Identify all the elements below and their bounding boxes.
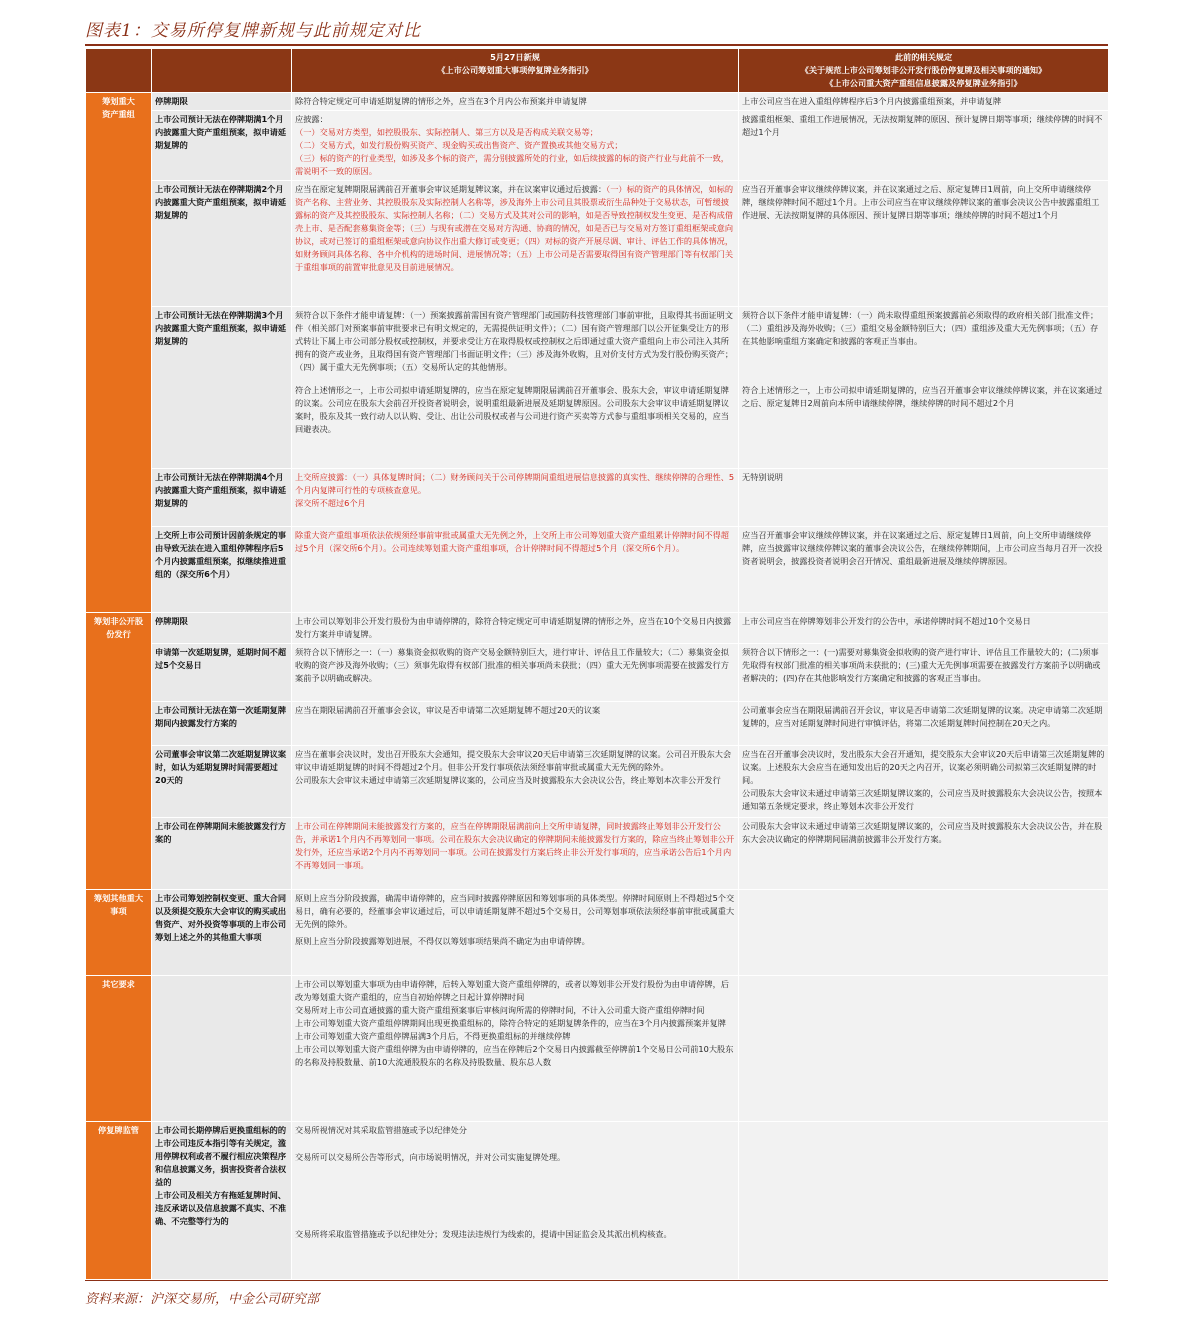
new-rule-cell (292, 746, 739, 818)
new-rule-para: 交易所将采取监管措施或予以纪律处分；发现违法违规行为线索的，提请中国证监会及其派出机构核查。 (295, 1229, 672, 1239)
table-row (86, 613, 1109, 644)
new-rule-line: （一）交易对方类型，如控股股东、实际控制人、第三方以及是否构成关联交易等； (295, 127, 598, 137)
old-rule-para: 须符合以下条件才能申请复牌：（一）尚未取得重组预案披露前必须取得的政府相关部门批准文件；（二）重组涉及海外收购；（三）重组交易金额特别巨大；（四）重组涉及重大无先例事项；（五）存在其他影响重组方案确定和披露的客观正当事由。 (742, 310, 1099, 346)
new-rule-cell (292, 469, 739, 527)
new-rule-line: （二）交易方式，如发行股份购买资产、现金购买或出售资产、资产置换或其他交易方式； (295, 140, 623, 150)
row-item-line: 上市公司长期停牌后更换重组标的的 (155, 1125, 287, 1135)
source-note: 资料来源：沪深交易所，中金公司研究部 (85, 1292, 320, 1307)
table-row (86, 890, 1109, 976)
row-item: 上市公司预计无法在停牌期满1个月内披露重大资产重组预案，拟申请延期复牌的 (152, 111, 292, 181)
row-item: 上市公司筹划控制权变更、重大合同以及须提交股东大会审议的购买或出售资产、对外投资等事项的上市公司筹划上述之外的其他重大事项 (152, 890, 292, 976)
new-rule-para: 符合上述情形之一，上市公司拟申请延期复牌的，应当在原定复牌期限届满前召开董事会、股东大会，审议申请延期复牌的议案。公司应在股东大会前召开投资者说明会，说明重组最新进展及延期复牌原因。公司股东大会审议申请延期复牌议案时，股东及其一致行动人以认购、受让、出让公司股权或者与公司进行资产买卖等方式参与重组事项相关交易的，应当回避表决。 (295, 385, 729, 434)
old-rule-cell: 上市公司应当在停牌筹划非公开发行的公告中，承诺停牌时间不超过10个交易日 (739, 613, 1109, 644)
new-rule-cell: 除重大资产重组事项依法依规须经事前审批或属重大无先例之外，上交所上市公司筹划重大资产重组累计停牌时间不得超过5个月（深交所6个月）。公司连续筹划重大资产重组事项，合计停牌时间不得超过5个月（深交所6个月）。 (292, 527, 739, 613)
row-item: 申请第一次延期复牌，延期时间不超过5个交易日 (152, 644, 292, 702)
new-rule-cell (292, 111, 739, 181)
old-rule-cell: 无特别说明 (739, 469, 1109, 527)
row-item-line: 上市公司违反本指引等有关规定，滥用停牌权利或者不履行相应决策程序和信息披露义务，损害投资者合法权益的 (155, 1138, 287, 1187)
new-rule-cell: 须符合以下情形之一：（一）募集资金拟收购的资产交易金额特别巨大，进行审计、评估且工作量较大；（二）募集资金拟收购的资产涉及海外收购；（三）须事先取得有权部门批准的相关事项尚未获批；（四）重大无先例事项需要在披露发行方案前予以明确或解决。 (292, 644, 739, 702)
new-rule-para: 原则上应当分阶段披露筹划进展，不得仅以筹划事项结果尚不确定为由申请停牌。 (295, 936, 590, 946)
row-item: 上市公司在停牌期间未能披露发行方案的 (152, 818, 292, 890)
table-row (86, 746, 1109, 818)
category-other-requirements: 其它要求 (86, 976, 152, 1122)
new-rule-para: 交易所视情况对其采取监管措施或予以纪律处分 (295, 1125, 467, 1135)
row-item (152, 1122, 292, 1280)
comparison-table (85, 48, 1109, 1280)
new-rule-text-red: （一）标的资产的具体情况，如标的资产名称、主营业务、其控股股东及实际控制人名称等，涉及海外上市公司且其股票或衍生品种处于交易状态，可暂缓披露标的资产及其控股股东、实际控制人名称；（二）交易方式及其对公司的影响，如是否导致控制权发生变更、是否构成借壳上市、是否配套募集资金等；（三）与现有或潜在交易对方沟通、协商的情况，如是否已与交易对方签订重组框架或意向协议，或对已签订的重组框架或意向协议作出重大修订或变更；（四）对标的资产开展尽调、审计、评估工作的具体情况，如财务顾问具体名称、各中介机构的进场时间、进展情况等；（五）上市公司是否需要取得国有资产管理部门等有权部门关于重组事项的前置审批意见及目前进展情况。 (295, 184, 734, 272)
new-rule-para: 交易所可以交易所公告等形式，向市场说明情况，并对公司实施复牌处理。 (295, 1152, 566, 1162)
new-rule-cell: 上市公司在停牌期间未能披露发行方案的，应当在停牌期限届满前向上交所申请复牌，同时披露终止筹划非公开发行公告，并承诺1个月内不再筹划同一事项。公司在股东大会决议确定的停牌期间未能披露发行方案的，除应当终止筹划非公开发行外，还应当承诺2个月内不再筹划同一事项。公司在披露发行方案后终止非公开发行事项的，应当承诺公告后1个月内不再筹划同一事项。 (292, 818, 739, 890)
new-rule-line: 上市公司以筹划重大资产重组停牌为由申请停牌的，应当在停牌后2个交易日内披露截至停牌前1个交易日公司前10大股东的名称及持股数量、前10大流通股股东的名称及持股数量、股东总人数 (295, 1044, 734, 1067)
table-row (86, 976, 1109, 1122)
row-item: 停牌期限 (152, 93, 292, 111)
table-row (86, 702, 1109, 746)
category-label: 筹划其他重大事项 (93, 893, 144, 916)
category-label: 筹划非公开股份发行 (93, 616, 144, 639)
new-rule-cell (292, 890, 739, 976)
new-rule-para: 深交所不超过6个月 (295, 498, 366, 508)
title-divider (85, 44, 1108, 46)
table-row (86, 181, 1109, 307)
old-rule-cell (739, 746, 1109, 818)
old-rule-cell: 应当召开董事会审议继续停牌议案，并在议案通过之后、原定复牌日1周前，向上交所申请继续停牌，应当披露审议继续停牌议案的董事会决议公告，在继续停牌期间，上市公司应当每月召开一次投资者说明会，披露投资者说明会召开情况、重组最新进展及继续停牌原因。 (739, 527, 1109, 613)
new-rule-para: 须符合以下条件才能申请复牌：（一）预案披露前需国有资产管理部门或国防科技管理部门事前审批，且取得其书面证明文件（相关部门对预案事前审批要求已有明文规定的，无需提供证明文件）；（二）国有资产管理部门以公开征集受让方的形式转让下属上市公司部分股权或控制权，并要求受让方在取得股权或控制权之后即通过重大资产重组向上市公司注入其所拥有的资产或业务，且取得国有资产管理部门书面证明文件；（三）涉及海外收购，且对价支付方式为发行股份购买资产；（四）属于重大无先例事项；（五）交易所认定的其他情形。 (295, 310, 734, 372)
header-new-rule-doc: 《上市公司筹划重大事项停复牌业务指引》 (437, 65, 593, 75)
old-rule-para: 公司股东大会审议未通过申请第三次延期复牌议案的，公司应当及时披露股东大会决议公告，按照本通知第五条规定要求，终止筹划本次非公开发行 (742, 788, 1103, 811)
new-rule-cell: 除符合特定规定可申请延期复牌的情形之外，应当在3个月内公布预案并申请复牌 (292, 93, 739, 111)
row-item: 停牌期限 (152, 613, 292, 644)
old-rule-cell (739, 976, 1109, 1122)
header-old-rule-title: 此前的相关规定 (894, 52, 953, 62)
category-private-placement (86, 613, 152, 890)
table-row (86, 527, 1109, 613)
new-rule-para: 原则上应当分阶段披露，确需申请停牌的，应当同时披露停牌原因和筹划事项的具体类型。停牌时间原则上不得超过5个交易日，确有必要的，经董事会审议通过后，可以申请延期复牌不超过5个交易日，公司筹划事项依法须经事前审批或属重大无先例的除外。 (295, 893, 735, 929)
bottom-divider (85, 1280, 1108, 1281)
old-rule-cell: 上市公司应当在进入重组停牌程序后3个月内披露重组预案，并申请复牌 (739, 93, 1109, 111)
category-supervision: 停复牌监管 (86, 1122, 152, 1280)
old-rule-cell: 披露重组框架、重组工作进展情况，无法按期复牌的原因、预计复牌日期等事项；继续停牌的时间不超过1个月 (739, 111, 1109, 181)
new-rule-line: 上市公司筹划重大资产重组停牌届满3个月后，不得更换重组标的并继续停牌 (295, 1031, 571, 1041)
old-rule-cell: 公司股东大会审议未通过申请第三次延期复牌议案的，公司应当及时披露股东大会决议公告，并在股东大会决议确定的停牌期间届满前披露非公开发行方案。 (739, 818, 1109, 890)
row-item: 上市公司预计无法在停牌期满4个月内披露重大资产重组预案，拟申请延期复牌的 (152, 469, 292, 527)
new-rule-line: 上市公司以筹划重大事项为由申请停牌，后转入筹划重大资产重组停牌的，或者以筹划非公开发行股份为由申请停牌，后改为筹划重大资产重组的，应当自初始停牌之日起计算停牌时间 (295, 979, 729, 1002)
row-item-line: 上市公司及相关方有拖延复牌时间、违反承诺以及信息披露不真实、不准确、不完整等行为的 (155, 1190, 287, 1226)
row-item: 上市公司预计无法在第一次延期复牌期间内披露发行方案的 (152, 702, 292, 746)
header-row (86, 49, 1109, 93)
new-rule-line: 上市公司筹划重大资产重组停牌期间出现更换重组标的，除符合特定的延期复牌条件的，应当在3个月内披露预案并复牌 (295, 1018, 726, 1028)
new-rule-para: 应当在董事会决议时，发出召开股东大会通知，提交股东大会审议20天后申请第三次延期复牌的议案。公司召开股东大会审议申请延期复牌的时间不得超过2个月。但非公开发行事项依法须经事前审批或属重大无先例的除外。 (295, 749, 732, 772)
new-rule-para: 公司股东大会审议未通过申请第三次延期复牌议案的，公司应当及时披露股东大会决议公告，终止筹划本次非公开发行 (295, 775, 721, 785)
row-item (152, 976, 292, 1122)
new-rule-cell (292, 1122, 739, 1280)
new-rule-cell (292, 181, 739, 307)
row-item: 上市公司预计无法在停牌期满2个月内披露重大资产重组预案，拟申请延期复牌的 (152, 181, 292, 307)
header-old-rule (739, 49, 1109, 93)
old-rule-para: 应当在召开董事会决议时，发出股东大会召开通知，提交股东大会审议20天后申请第三次延期复牌的议案。上述股东大会应当在通知发出后的20天之内召开，议案必须明确公司拟第三次延期复牌的时间。 (742, 749, 1105, 785)
new-rule-line: 应披露： (295, 114, 328, 124)
table-row (86, 1122, 1109, 1280)
row-item: 上市公司预计无法在停牌期满3个月内披露重大资产重组预案，拟申请延期复牌的 (152, 307, 292, 469)
new-rule-cell: 上市公司以筹划非公开发行股份为由申请停牌的，除符合特定规定可申请延期复牌的情形之外，应当在10个交易日内披露发行方案并申请复牌。 (292, 613, 739, 644)
new-rule-cell (292, 976, 739, 1122)
old-rule-cell (739, 307, 1109, 469)
old-rule-cell: 公司董事会应当在期限届满前召开会议，审议是否申请第二次延期复牌的议案。决定申请第二次延期复牌的，应当对延期复牌时间进行审慎评估，将第二次延期复牌时间控制在20天之内。 (739, 702, 1109, 746)
header-new-rule (292, 49, 739, 93)
new-rule-para-red: 上交所应披露：（一）具体复牌时间；（二）财务顾问关于公司停牌期间重组进展信息披露的真实性、继续停牌的合理性、5个月内复牌可行性的专项核查意见。 (295, 472, 735, 495)
new-rule-cell: 应当在期限届满前召开董事会会议，审议是否申请第二次延期复牌不超过20天的议案 (292, 702, 739, 746)
old-rule-cell (739, 890, 1109, 976)
table-row (86, 307, 1109, 469)
header-blank-category (86, 49, 152, 93)
row-item: 公司董事会审议第二次延期复牌议案时，如认为延期复牌时间需要超过20天的 (152, 746, 292, 818)
category-other-major (86, 890, 152, 976)
old-rule-para: 符合上述情形之一，上市公司拟申请延期复牌的，应当召开董事会审议继续停牌议案，并在议案通过之后、原定复牌日2周前向本所申请继续停牌，继续停牌的时间不超过2个月 (742, 385, 1103, 408)
header-new-rule-date: 5月27日新规 (490, 52, 540, 62)
row-item: 上交所上市公司预计因前条规定的事由导致无法在进入重组停牌程序后5个月内披露重组预案，拟继续推进重组的（深交所6个月） (152, 527, 292, 613)
category-label: 筹划重大资产重组 (102, 96, 135, 119)
old-rule-cell: 应当召开董事会审议继续停牌议案，并在议案通过之后、原定复牌日1周前，向上交所申请继续停牌，继续停牌时间不超过1个月。上市公司应当在审议继续停牌议案的董事会决议公告中披露重组工作进展、无法按期复牌的具体原因、预计复牌日期等事项；继续停牌的时间不超过1个月 (739, 181, 1109, 307)
chart-title: 图表1：交易所停复牌新规与此前规定对比 (85, 21, 421, 41)
category-major-restructuring (86, 93, 152, 613)
header-old-rule-doc2: 《上市公司重大资产重组信息披露及停复牌业务指引》 (825, 78, 1022, 88)
table-row (86, 93, 1109, 111)
table-row (86, 469, 1109, 527)
new-rule-line: （三）标的资产的行业类型，如涉及多个标的资产，需分别披露所处的行业，如后续披露的标的资产行业与此前不一致，需说明不一致的原因。 (295, 153, 729, 176)
old-rule-cell (739, 1122, 1109, 1280)
new-rule-cell (292, 307, 739, 469)
header-blank-item (152, 49, 292, 93)
old-rule-cell: 须符合以下情形之一：(一)需要对募集资金拟收购的资产进行审计、评估且工作量较大的；(二)须事先取得有权部门批准的相关事项尚未获批的；(三)重大无先例事项需要在披露发行方案前予以明确或者解决的；(四)存在其他影响发行方案确定和披露的客观正当事由。 (739, 644, 1109, 702)
new-rule-line: 交易所对上市公司直通披露的重大资产重组预案事后审核问询所需的停牌时间，不计入公司重大资产重组停牌时间 (295, 1005, 705, 1015)
table-row (86, 111, 1109, 181)
header-old-rule-doc1: 《关于规范上市公司筹划非公开发行股份停复牌及相关事项的通知》 (800, 65, 1047, 75)
new-rule-text: 应当在原定复牌期限届满前召开董事会审议延期复牌议案，并在议案审议通过后披露： (295, 184, 607, 194)
table-row (86, 818, 1109, 890)
table-row (86, 644, 1109, 702)
